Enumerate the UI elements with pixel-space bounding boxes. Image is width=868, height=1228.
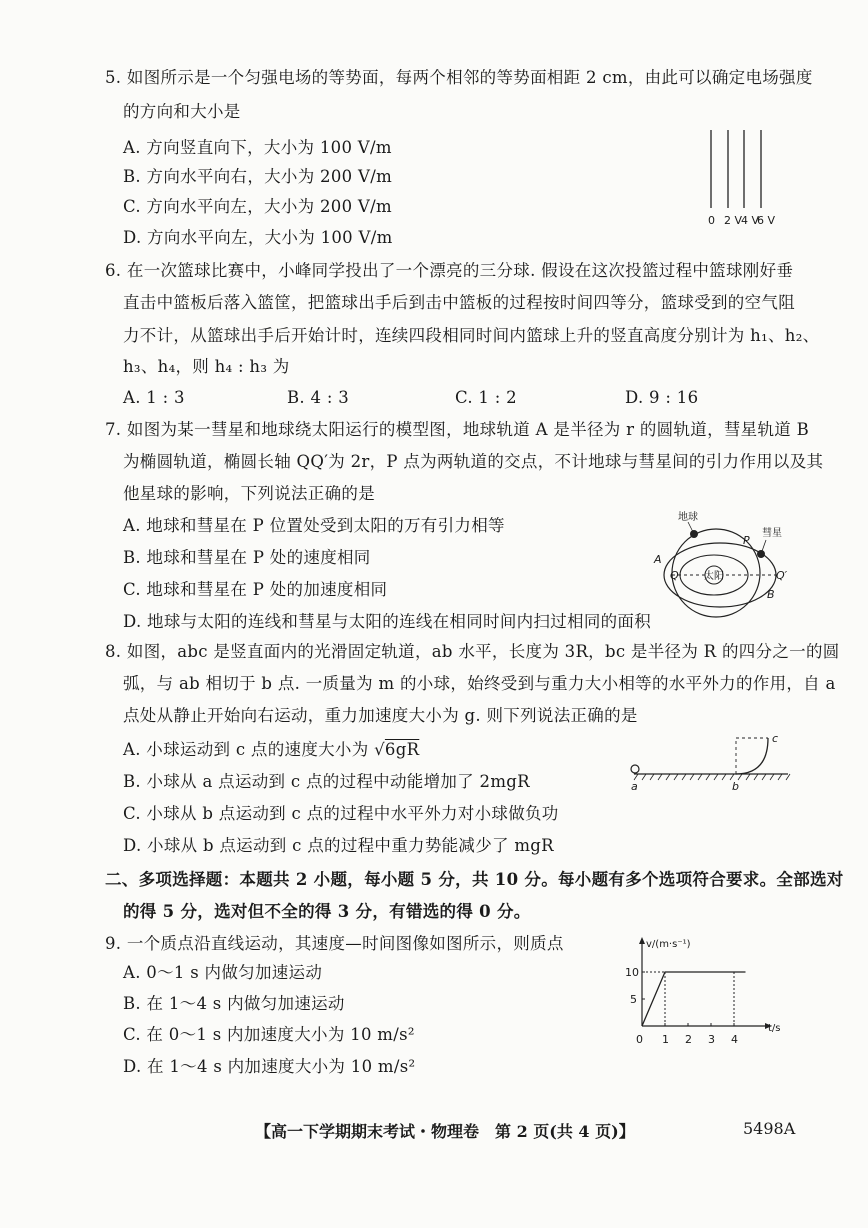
q6-option-d: D. 9 : 16	[625, 388, 699, 407]
q7-stem-line1: 7. 如图为某一彗星和地球绕太阳运行的模型图，地球轨道 A 是半径为 r 的圆轨道，彗星轨道 B	[105, 420, 810, 439]
q9-option-b: B. 在 1～4 s 内做匀加速运动	[123, 994, 345, 1013]
q9-option-d: D. 在 1～4 s 内加速度大小为 10 m/s²	[123, 1057, 416, 1076]
q6-stem-line3: 力不计，从篮球出手后开始计时，连续四段相同时间内篮球上升的竖直高度分别计为 h₁、h₂、	[123, 326, 820, 345]
potential-label-2v: 2 V	[724, 214, 743, 227]
q5-option-d: D. 方向水平向左，大小为 100 V/m	[123, 228, 393, 247]
velocity-time-chart	[620, 935, 790, 1050]
q5-option-a: A. 方向竖直向下，大小为 100 V/m	[123, 138, 392, 157]
equipotential-figure	[700, 130, 776, 230]
q6-option-c: C. 1 : 2	[455, 388, 517, 407]
q8-option-d: D. 小球从 b 点运动到 c 点的过程中重力势能减少了 mgR	[123, 836, 554, 855]
footer-code: 5498A	[743, 1119, 796, 1138]
orbit-b-label: B	[767, 588, 775, 601]
q6-option-b: B. 4 : 3	[287, 388, 350, 407]
q6-stem-line2: 直击中篮板后落入篮筐，把篮球出手后到击中篮板的过程按时间四等分，篮球受到的空气阻	[123, 293, 795, 312]
footer-title: 【高一下学期期末考试・物理卷 第 2 页(共 4 页)】	[255, 1122, 635, 1141]
potential-label-0: 0	[708, 214, 715, 227]
comet-label: 彗星	[762, 528, 782, 539]
q9-option-c: C. 在 0～1 s 内加速度大小为 10 m/s²	[123, 1025, 415, 1044]
q5-stem-line1: 5. 如图所示是一个匀强电场的等势面，每两个相邻的等势面相距 2 cm，由此可以确定电场强度	[105, 68, 813, 87]
q9-stem: 9. 一个质点沿直线运动，其速度—时间图像如图所示，则质点	[105, 934, 564, 953]
sun-label: 太阳	[704, 571, 724, 582]
q8-stem-line2: 弧，与 ab 相切于 b 点. 一质量为 m 的小球，始终受到与重力大小相等的水平外力的作用，自 a	[123, 674, 836, 693]
series-line	[642, 972, 746, 1026]
origin-label: 0	[636, 1033, 643, 1046]
q7-option-d: D. 地球与太阳的连线和彗星与太阳的连线在相同时间内扫过相同的面积	[123, 612, 652, 631]
x-axis-label: t/s	[768, 1023, 781, 1034]
y-tick-label-10: 10	[625, 966, 639, 979]
q5-stem-line2: 的方向和大小是	[123, 102, 241, 121]
point-q-label: Q	[670, 569, 679, 582]
y-tick-label-5: 5	[630, 993, 637, 1006]
potential-label-4v: 4 V	[741, 214, 760, 227]
q6-stem-line1: 6. 在一次篮球比赛中，小峰同学投出了一个漂亮的三分球. 假设在这次投篮过程中篮球刚好垂	[105, 261, 794, 280]
orbit-figure	[650, 510, 800, 610]
section2-heading-line2: 的得 5 分，选对但不全的得 3 分，有错选的得 0 分。	[123, 902, 531, 921]
x-tick-label-2: 2	[685, 1033, 692, 1046]
section2-heading-line1: 二、多项选择题：本题共 2 小题，每小题 5 分，共 10 分。每小题有多个选项符合要求。全部选对	[105, 870, 844, 889]
q8-stem-line3: 点处从静止开始向右运动，重力加速度大小为 g. 则下列说法正确的是	[123, 706, 638, 725]
q7-option-c: C. 地球和彗星在 P 处的加速度相同	[123, 580, 388, 599]
x-tick-label-1: 1	[662, 1033, 669, 1046]
q7-stem-line3: 他星球的影响，下列说法正确的是	[123, 484, 375, 503]
earth-label: 地球	[678, 512, 698, 523]
q5-option-b: B. 方向水平向右，大小为 200 V/m	[123, 167, 393, 186]
potential-label-6v: 6 V	[757, 214, 776, 227]
point-p-label: P	[743, 534, 750, 547]
q7-option-a: A. 地球和彗星在 P 位置处受到太阳的万有引力相等	[123, 516, 505, 535]
q8-option-b: B. 小球从 a 点运动到 c 点的过程中动能增加了 2mgR	[123, 772, 530, 791]
q5-option-c: C. 方向水平向左，大小为 200 V/m	[123, 197, 392, 216]
track-point-b: b	[732, 780, 739, 793]
x-tick-label-3: 3	[708, 1033, 715, 1046]
track-figure	[626, 732, 796, 792]
x-tick-label-4: 4	[731, 1033, 738, 1046]
q8-option-a-text: A. 小球运动到 c 点的速度大小为 √	[123, 740, 385, 759]
y-axis-arrow	[639, 937, 645, 944]
q6-stem-line4: h₃、h₄，则 h₄ : h₃ 为	[123, 357, 290, 376]
orbit-a-label: A	[654, 553, 662, 566]
track-point-a: a	[631, 780, 638, 793]
q8-option-a-root: 6gR	[384, 740, 420, 759]
track-point-c: c	[772, 732, 779, 745]
q9-option-a: A. 0～1 s 内做匀加速运动	[123, 963, 323, 982]
q8-option-c: C. 小球从 b 点运动到 c 点的过程中水平外力对小球做负功	[123, 804, 559, 823]
q6-option-a: A. 1 : 3	[123, 388, 185, 407]
y-axis-label: v/(m·s⁻¹)	[646, 939, 691, 950]
q7-option-b: B. 地球和彗星在 P 处的速度相同	[123, 548, 371, 567]
point-qprime-label: Q′	[776, 569, 788, 582]
q7-stem-line2: 为椭圆轨道，椭圆长轴 QQ′为 2r，P 点为两轨道的交点，不计地球与彗星间的引力作用以及其	[123, 452, 824, 471]
q8-option-a	[123, 739, 419, 761]
q8-stem-line1: 8. 如图，abc 是竖直面内的光滑固定轨道，ab 水平，长度为 3R，bc 是半径为 R 的四分之一的圆	[105, 642, 840, 661]
